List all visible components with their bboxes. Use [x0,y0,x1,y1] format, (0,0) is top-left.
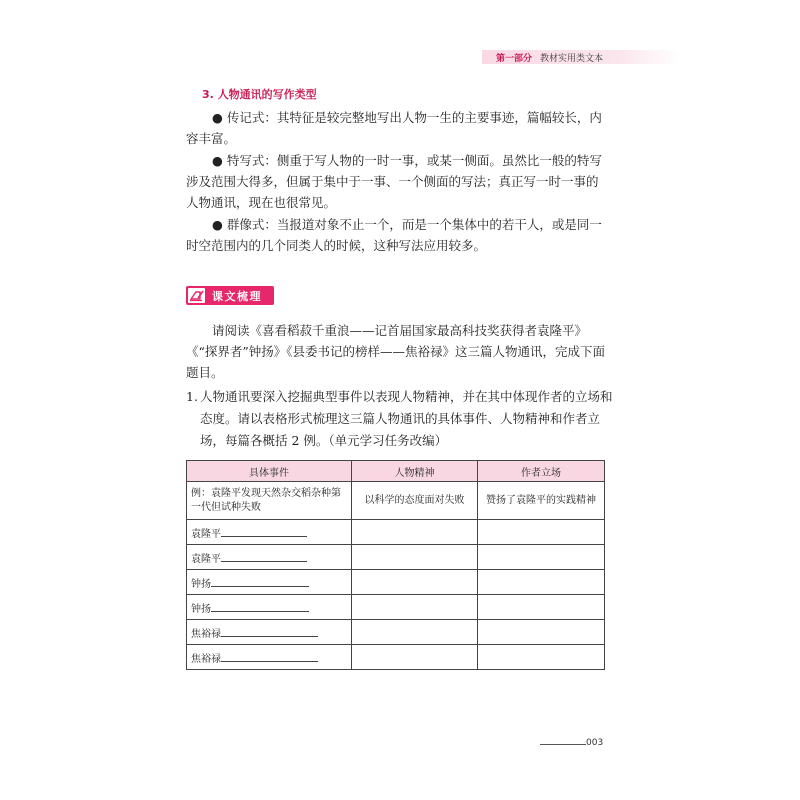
spirit-cell[interactable] [352,545,478,570]
answer-table [186,460,605,670]
intro-paragraph [186,320,606,383]
header-title: 教材实用类文本 [540,54,604,64]
person-name: 焦裕禄 [191,628,221,640]
paragraph-text: 传记式：其特征是较完整地写出人物一生的主要事迹，篇幅较长，内容丰富。 [186,110,602,146]
paragraph-text: 特写式：侧重于写人物的一时一事，或某一侧面。虽然比一般的特写涉及范围大得多，但属于集中于一事、一个侧面的写法；真正写一时一事的人物通讯，现在也很常见。 [186,153,602,210]
answer-blank[interactable] [221,626,318,637]
table-row [187,595,605,620]
pencil-note-icon [188,288,205,303]
stance-cell[interactable] [478,545,605,570]
task-number: 1. [186,389,198,404]
event-cell[interactable] [187,595,352,620]
example-event: 例：袁隆平发现天然杂交稻杂种第一代但试种失败 [187,482,352,520]
spirit-cell[interactable] [352,620,478,645]
table-row [187,520,605,545]
answer-blank[interactable] [221,526,307,537]
column-header-stance: 作者立场 [478,461,605,482]
task-question [186,386,616,452]
event-cell[interactable] [187,620,352,645]
table-row [187,545,605,570]
table-row-example [187,482,605,520]
person-name: 袁隆平 [191,553,221,565]
badge-label: 课文梳理 [212,290,262,303]
person-name: 焦裕禄 [191,653,221,665]
paragraph-feature [186,150,606,213]
bullet-icon: ● [212,153,223,168]
answer-blank[interactable] [221,651,318,662]
table-row [187,570,605,595]
table-row [187,645,605,670]
page-number: 003 [586,738,604,748]
event-cell[interactable] [187,520,352,545]
event-cell[interactable] [187,545,352,570]
spirit-cell[interactable] [352,595,478,620]
section-heading: 3. 人物通讯的写作类型 [202,88,317,101]
paragraph-biographical [186,107,606,149]
answer-blank[interactable] [211,601,309,612]
answer-blank[interactable] [211,576,309,587]
task-text: 人物通讯要深入挖掘典型事件以表现人物精神，并在其中体现作者的立场和态度。请以表格形式梳理这三篇人物通讯的具体事件、人物精神和作者立场，每篇各概括 2 例。（单元学习任务改编） [200,389,613,448]
stance-cell[interactable] [478,570,605,595]
column-header-spirit: 人物精神 [352,461,478,482]
spirit-cell[interactable] [352,520,478,545]
person-name: 钟扬 [191,578,211,590]
event-cell[interactable] [187,645,352,670]
stance-cell[interactable] [478,520,605,545]
stance-cell[interactable] [478,645,605,670]
paragraph-group-portrait [186,214,606,256]
bullet-icon: ● [212,217,223,232]
person-name: 钟扬 [191,603,211,615]
section-badge [186,286,274,305]
spirit-cell[interactable] [352,570,478,595]
stance-cell[interactable] [478,595,605,620]
bullet-icon: ● [212,110,223,125]
answer-blank[interactable] [221,551,307,562]
example-stance: 赞扬了袁隆平的实践精神 [478,482,605,520]
intro-text: 请阅读《喜看稻菽千重浪——记首届国家最高科技奖获得者袁隆平》《“探界者”钟扬》《县委书记的榜样——焦裕禄》这三篇人物通讯，完成下面题目。 [186,323,606,380]
person-name: 袁隆平 [191,528,221,540]
stance-cell[interactable] [478,620,605,645]
spirit-cell[interactable] [352,645,478,670]
table-header-row [187,461,605,482]
table-row [187,620,605,645]
column-header-event: 具体事件 [187,461,352,482]
event-cell[interactable] [187,570,352,595]
example-spirit: 以科学的态度面对失败 [352,482,478,520]
header-part-label: 第一部分 [496,54,533,64]
footer-rule [540,744,586,745]
paragraph-text: 群像式：当报道对象不止一个，而是一个集体中的若干人，或是同一时空范围内的几个同类人的时候，这种写法应用较多。 [186,217,602,253]
